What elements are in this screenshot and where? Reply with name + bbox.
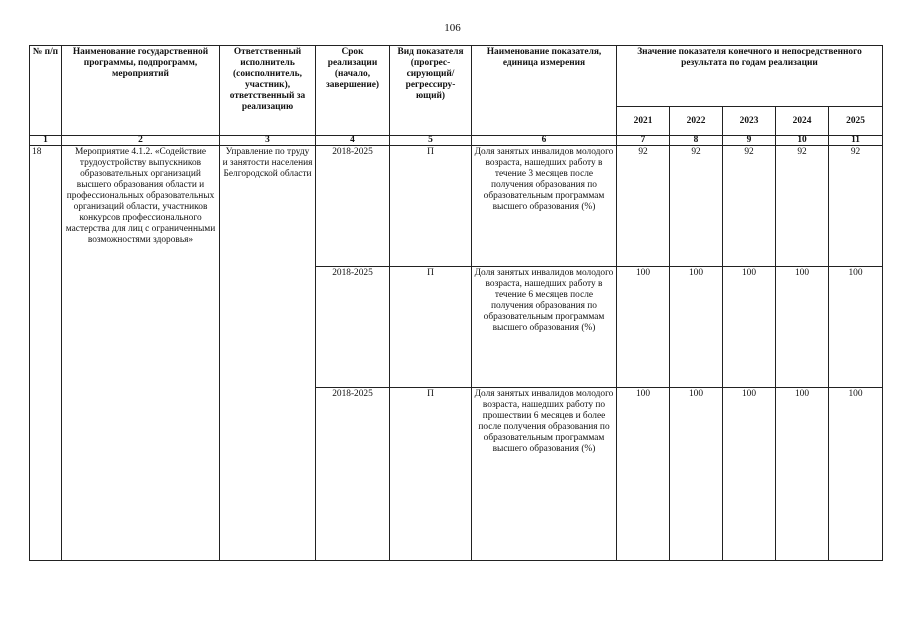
header-values-group: Значение показателя конечного и непосредственного результата по годам реализации [617,46,883,107]
header-year: 2022 [670,107,723,136]
column-number: 7 [617,136,670,146]
term-cell: 2018-2025 [316,388,390,561]
term-cell: 2018-2025 [316,267,390,388]
header-year: 2024 [776,107,829,136]
column-number: 5 [390,136,472,146]
value-cell: 92 [617,146,670,267]
header-row [30,46,883,107]
value-cell: 92 [776,146,829,267]
header-term: Срок реализации (начало, завершение) [316,46,390,136]
column-number: 1 [30,136,62,146]
indicator-type-cell: П [390,146,472,267]
column-number: 8 [670,136,723,146]
term-cell: 2018-2025 [316,146,390,267]
value-cell: 92 [829,146,883,267]
responsible-executor: Управление по труду и занятости населения Белгородской области [220,146,316,561]
value-cell: 100 [723,267,776,388]
header-responsible: Ответственный исполнитель (соисполнитель, участник), ответственный за реализацию [220,46,316,136]
header-year: 2023 [723,107,776,136]
header-indicator-name: Наименование показателя, единица измерения [472,46,617,136]
column-number: 11 [829,136,883,146]
value-cell: 100 [829,267,883,388]
header-num: № п/п [30,46,62,136]
column-number: 9 [723,136,776,146]
column-number: 2 [62,136,220,146]
header-indicator-type: Вид показателя (прогрес-сирующий/ регрессиру-ющий) [390,46,472,136]
column-number: 3 [220,136,316,146]
header-program: Наименование государственной программы, подпрограмм, мероприятий [62,46,220,136]
value-cell: 100 [617,267,670,388]
value-cell: 100 [829,388,883,561]
program-name: Мероприятие 4.1.2. «Содействие трудоустройству выпускников образовательных организаций высшего образования области и профессиональных образовательных организаций области, участников конкурсов профессионального мастерства для лиц с ограниченными возможностями здоровья» [62,146,220,561]
value-cell: 100 [776,267,829,388]
table-row [30,146,883,267]
header-year: 2025 [829,107,883,136]
value-cell: 100 [723,388,776,561]
column-number-row [30,136,883,146]
row-number: 18 [30,146,62,561]
indicator-name-cell: Доля занятых инвалидов молодого возраста, нашедших работу по прошествии 6 месяцев и более после получения образования по образовательным программам высшего образования (%) [472,388,617,561]
indicator-type-cell: П [390,267,472,388]
indicator-name-cell: Доля занятых инвалидов молодого возраста, нашедших работу в течение 6 месяцев после получения образования по образовательным программам высшего образования (%) [472,267,617,388]
value-cell: 92 [670,146,723,267]
value-cell: 100 [670,388,723,561]
value-cell: 100 [670,267,723,388]
indicators-table [29,45,883,561]
page-number: 106 [444,22,461,34]
column-number: 4 [316,136,390,146]
column-number: 10 [776,136,829,146]
column-number: 6 [472,136,617,146]
indicator-type-cell: П [390,388,472,561]
indicator-name-cell: Доля занятых инвалидов молодого возраста, нашедших работу в течение 3 месяцев после получения образования по образовательным программам высшего образования (%) [472,146,617,267]
header-year: 2021 [617,107,670,136]
value-cell: 100 [617,388,670,561]
value-cell: 92 [723,146,776,267]
value-cell: 100 [776,388,829,561]
